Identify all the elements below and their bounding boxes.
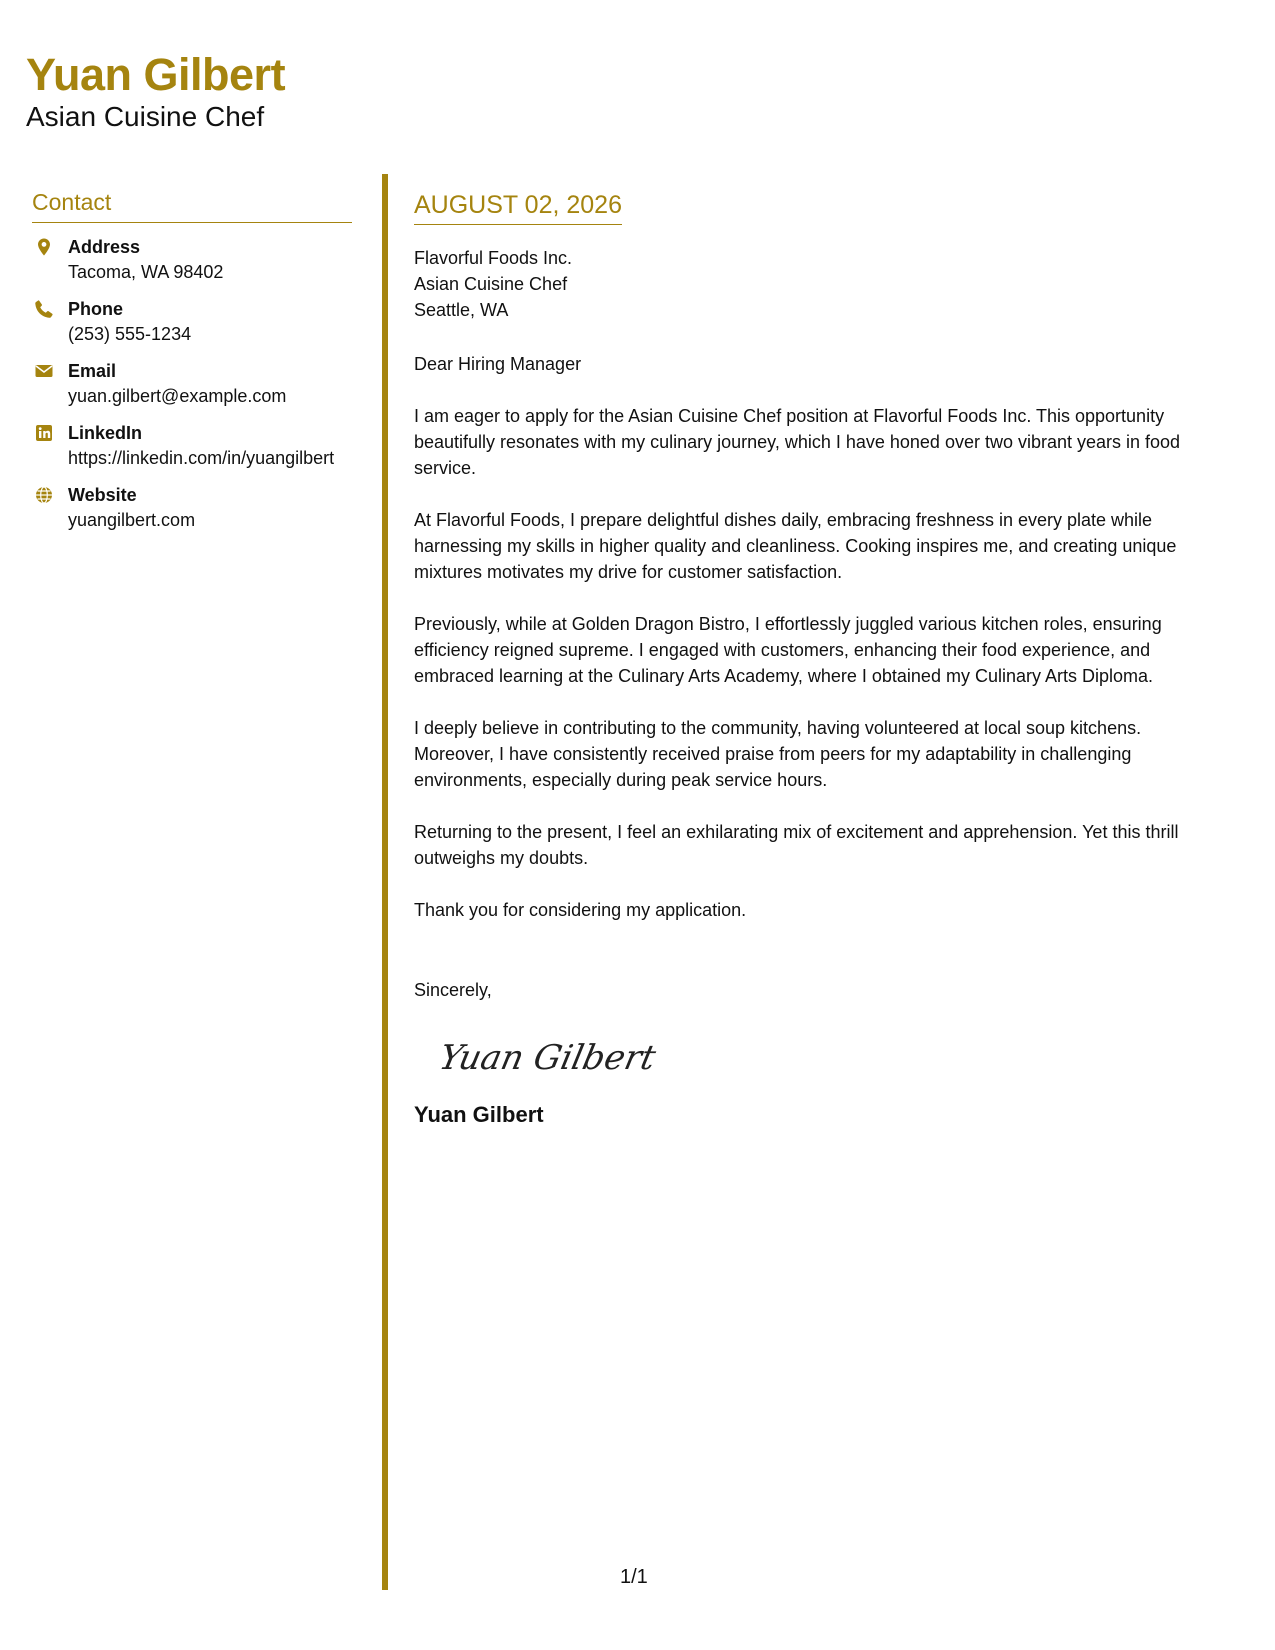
paragraph: Thank you for considering my application. [414, 900, 747, 920]
contact-label: Website [68, 485, 137, 505]
contact-item-address [32, 235, 352, 285]
contact-label: Phone [68, 299, 124, 319]
contact-value: (253) 555-1234 [68, 324, 192, 344]
recipient-company: Flavorful Foods Inc. [414, 248, 573, 268]
date-underline [414, 190, 622, 225]
signature-image [434, 1029, 674, 1089]
contact-item-website [32, 483, 352, 533]
contact-list [32, 235, 352, 533]
contact-value: Tacoma, WA 98402 [68, 262, 224, 282]
header [26, 48, 285, 134]
contact-heading: Contact [32, 188, 352, 223]
contact-label: Address [68, 237, 141, 257]
paragraph: Previously, while at Golden Dragon Bistro, I effortlessly juggled various kitchen roles, ensuring efficiency reigned supreme. I engaged with customers, enhancing their food experience, and embraced learning at the Culinary Arts Academy, where I obtained my Culinary Arts Diploma. [414, 614, 1162, 686]
linkedin-icon [34, 423, 54, 443]
signature-text: Yuan Gilbert [435, 1038, 660, 1078]
paragraph: I deeply believe in contributing to the community, having volunteered at local soup kitchens. Moreover, I have consistently received praise from peers for my adaptability in challenging environments, especially during peak service hours. [414, 718, 1142, 790]
envelope-icon [34, 361, 54, 381]
phone-icon [34, 299, 54, 319]
contact-item-email [32, 359, 352, 409]
paragraph: I am eager to apply for the Asian Cuisine Chef position at Flavorful Foods Inc. This opportunity beautifully resonates with my culinary journey, which I have honed over two vibrant years in food service. [414, 406, 1181, 478]
contact-sidebar [32, 188, 352, 545]
location-pin-icon [34, 237, 54, 257]
recipient-block [414, 245, 1214, 323]
letter-date: AUGUST 02, 2026 [414, 191, 622, 219]
contact-label: Email [68, 361, 117, 381]
contact-item-linkedin [32, 421, 352, 471]
paragraph: At Flavorful Foods, I prepare delightful dishes daily, embracing freshness in every plate while harnessing my skills in higher quality and cleanliness. Cooking inspires me, and creating unique mixtures motivates my drive for customer satisfaction. [414, 510, 1177, 582]
contact-label: LinkedIn [68, 423, 143, 443]
vertical-divider [382, 174, 388, 1590]
signer-name: Yuan Gilbert [414, 1102, 544, 1127]
paragraph: Returning to the present, I feel an exhilarating mix of excitement and apprehension. Yet this thrill outweighs my doubts. [414, 822, 1179, 868]
contact-value: yuan.gilbert@example.com [68, 386, 287, 406]
salutation: Dear Hiring Manager [414, 354, 582, 374]
recipient-location: Seattle, WA [414, 300, 509, 320]
closing: Sincerely, [414, 980, 492, 1000]
recipient-position: Asian Cuisine Chef [414, 274, 568, 294]
contact-value: yuangilbert.com [68, 510, 196, 530]
letter-body [414, 190, 1214, 1129]
globe-icon [34, 485, 54, 505]
contact-item-phone [32, 297, 352, 347]
contact-value: https://linkedin.com/in/yuangilbert [68, 448, 335, 468]
applicant-name: Yuan Gilbert [26, 49, 286, 100]
page-number: 1/1 [620, 1566, 648, 1588]
applicant-title: Asian Cuisine Chef [26, 101, 265, 132]
